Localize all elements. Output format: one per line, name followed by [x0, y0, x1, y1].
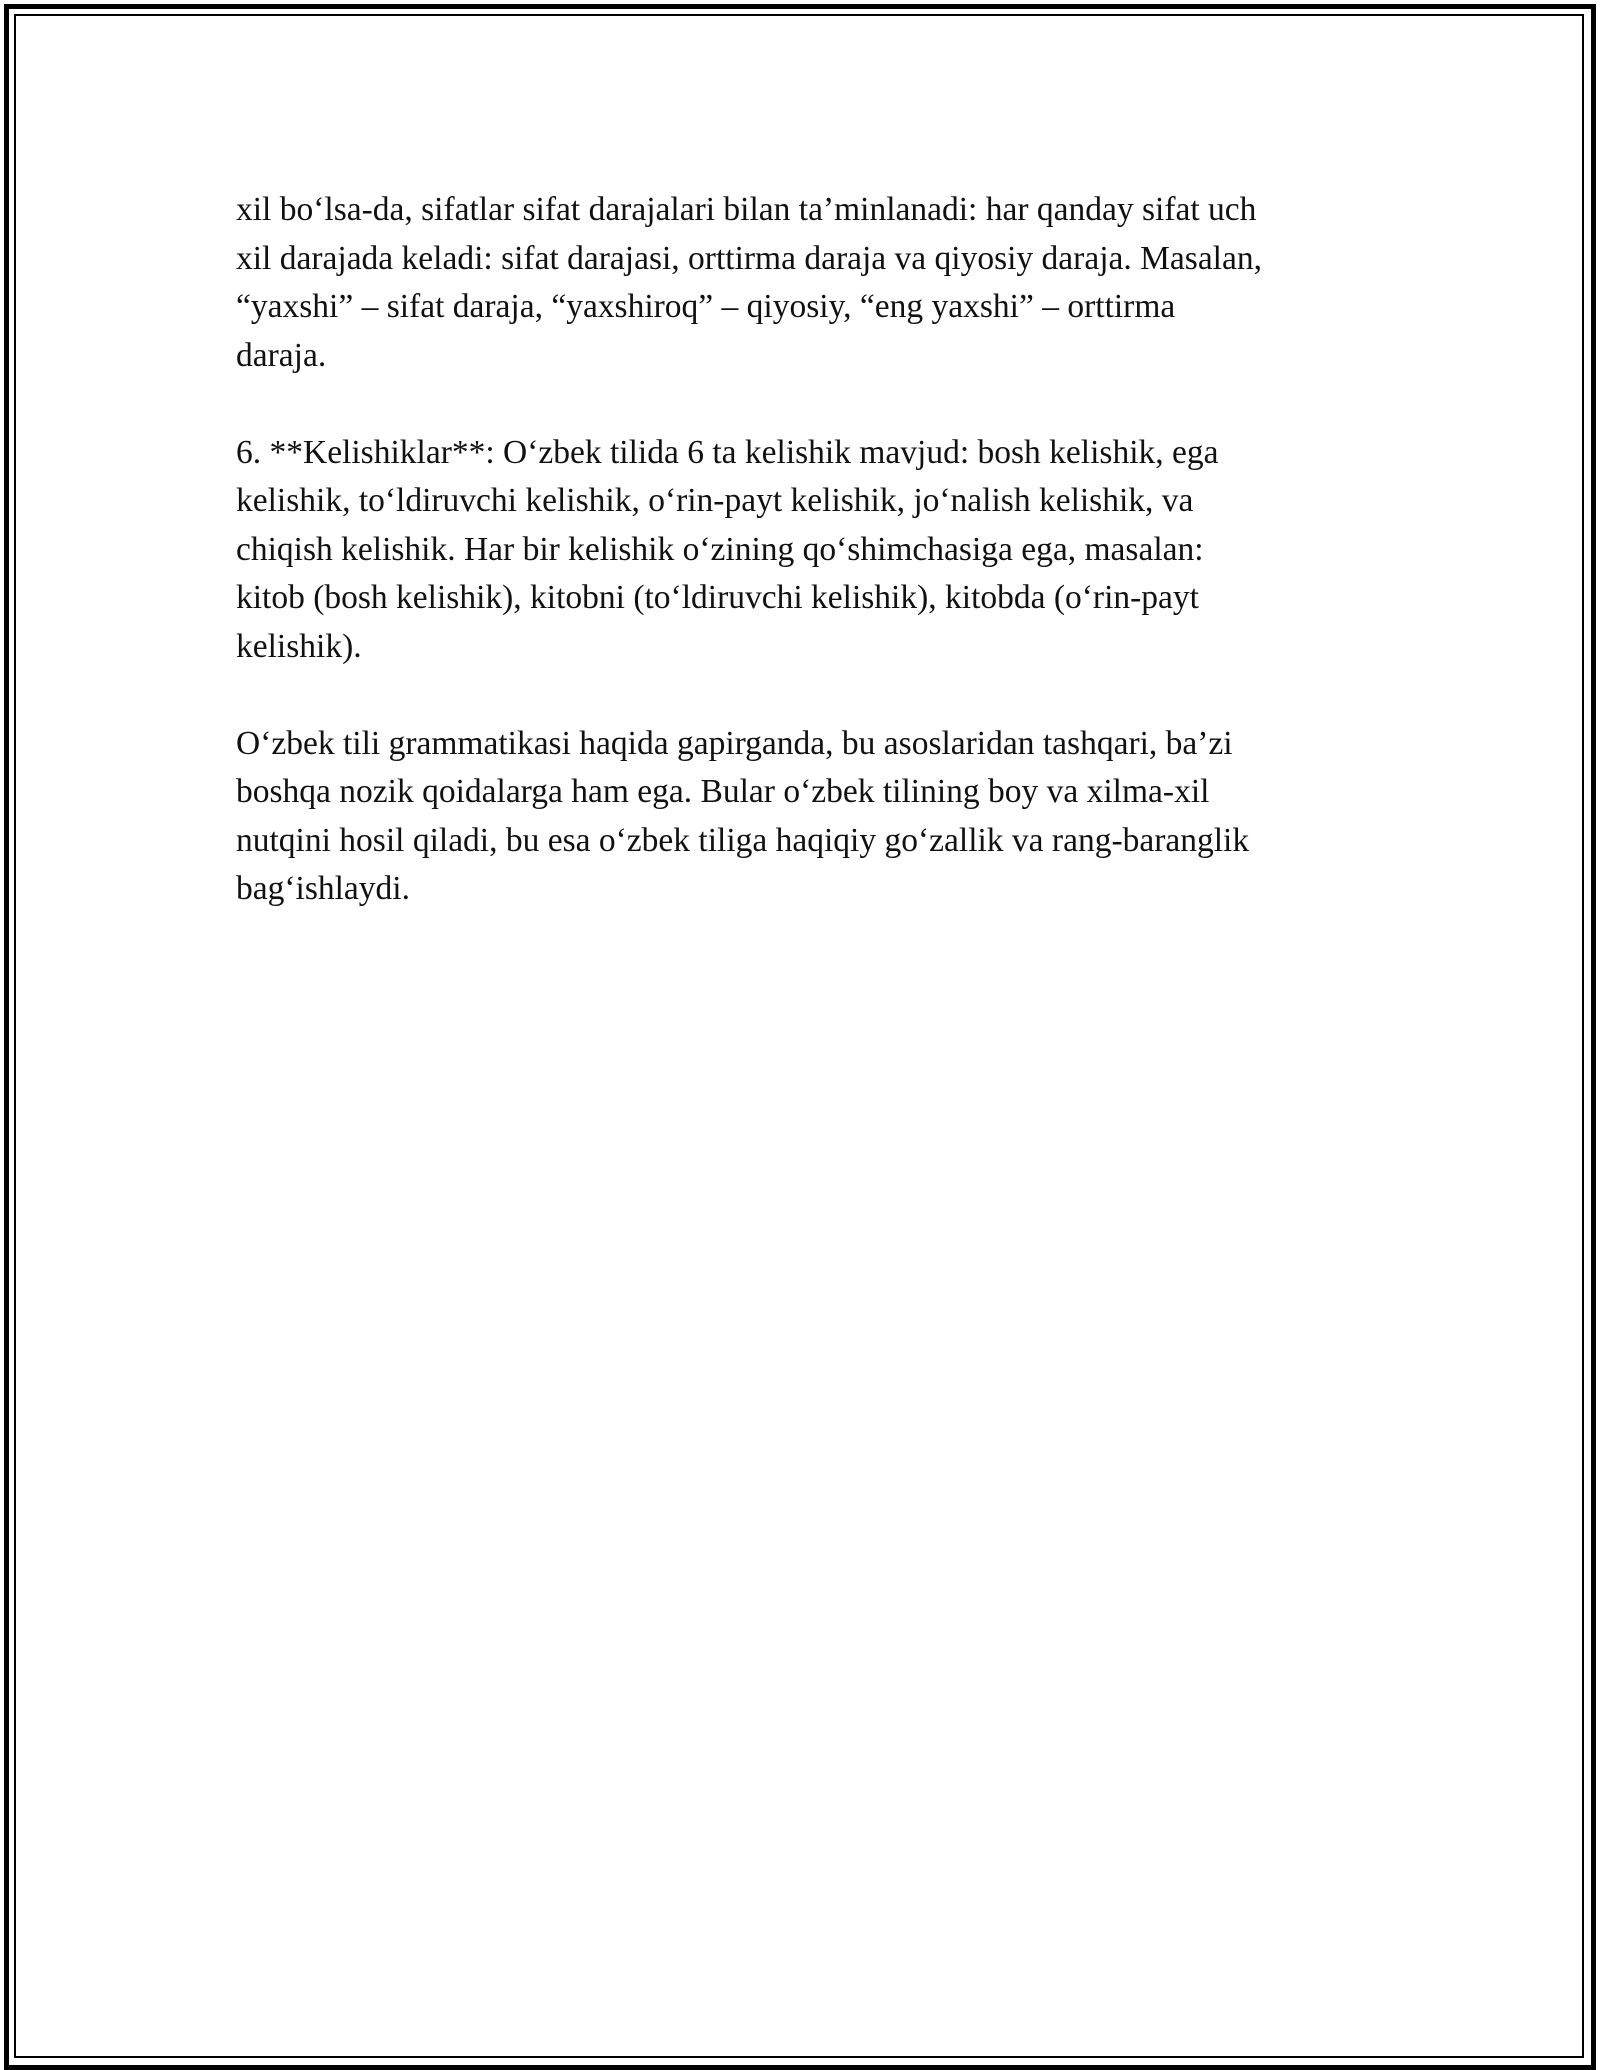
text-line: chiqish kelishik. Har bir kelishik o‘zining qo‘shimchasiga ega, masalan: — [236, 530, 1204, 568]
text-line: xil bo‘lsa-da, sifatlar sifat darajalari bilan ta’minlanadi: har qanday sifat uch — [236, 191, 1257, 228]
text-line: “yaxshi” – sifat daraja, “yaxshiroq” – qiyosiy, “eng yaxshi” – orttirma — [236, 288, 1176, 325]
document-body — [236, 186, 1386, 962]
text-line: bag‘ishlaydi. — [236, 870, 410, 907]
text-line: xil darajada keladi: sifat darajasi, orttirma daraja va qiyosiy daraja. Masalan, — [236, 239, 1262, 277]
paragraph-adjective-degrees — [236, 186, 1386, 380]
paragraph-conclusion — [236, 720, 1386, 914]
text-line: boshqa nozik qoidalarga ham ega. Bular o‘zbek tilining boy va xilma-xil — [236, 773, 1210, 810]
paragraph-cases — [236, 429, 1386, 672]
text-line: nutqini hosil qiladi, bu esa o‘zbek tiliga haqiqiy go‘zallik va rang-baranglik — [236, 821, 1250, 859]
text-line: kitob (bosh kelishik), kitobni (to‘ldiruvchi kelishik), kitobda (o‘rin-payt — [236, 579, 1199, 616]
text-line: O‘zbek tili grammatikasi haqida gapirganda, bu asoslaridan tashqari, ba’zi — [236, 724, 1233, 762]
text-line: kelishik). — [236, 627, 362, 665]
text-line: 6. **Kelishiklar**: O‘zbek tilida 6 ta kelishik mavjud: bosh kelishik, ega — [236, 433, 1219, 471]
text-line: daraja. — [236, 336, 327, 374]
text-line: kelishik, to‘ldiruvchi kelishik, o‘rin-payt kelishik, jo‘nalish kelishik, va — [236, 482, 1194, 519]
